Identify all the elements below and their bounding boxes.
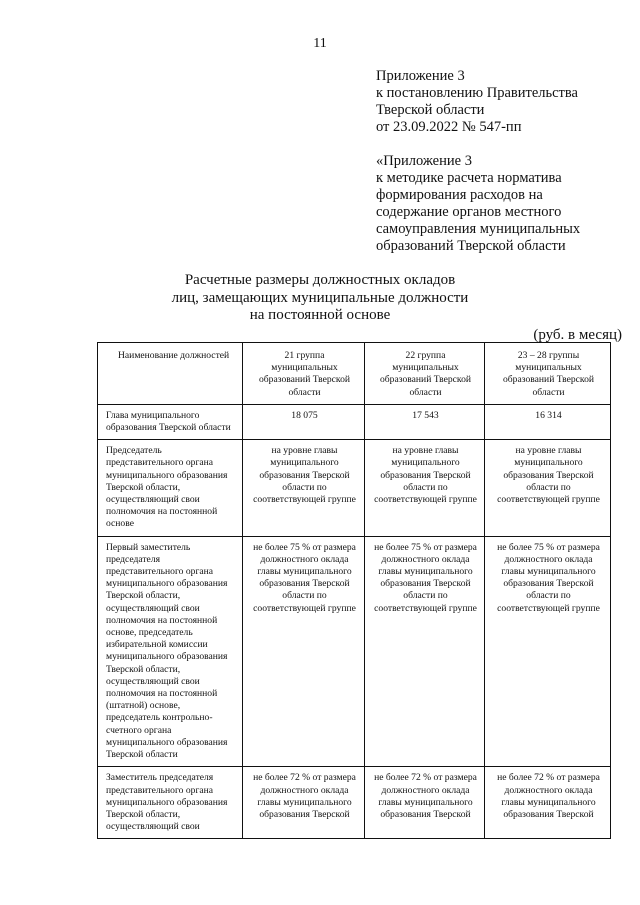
salary-table [97, 342, 611, 839]
appendix-line: к методике расчета норматива [376, 170, 562, 186]
value-cell: не более 75 % от размера должностного оклада главы муниципального образования Тверской области по соответствующей группе [365, 536, 485, 767]
value-cell: 17 543 [365, 404, 485, 439]
table-row [98, 767, 611, 839]
appendix-line: «Приложение 3 [376, 153, 472, 169]
appendix-line: образований Тверской области [376, 238, 566, 254]
value-cell: не более 75 % от размера должностного оклада главы муниципального образования Тверской области по соответствующей группе [243, 536, 365, 767]
value-cell: 16 314 [485, 404, 611, 439]
units-label: (руб. в месяц) [533, 327, 622, 343]
appendix-line: Тверской области [376, 102, 485, 118]
appendix-header [376, 68, 626, 136]
value-cell: не более 72 % от размера должностного оклада главы муниципального образования Тверской [485, 767, 611, 839]
column-header-group-22: 22 группа муниципальных образований Тверской области [365, 343, 485, 405]
value-cell: не более 75 % от размера должностного оклада главы муниципального образования Тверской области по соответствующей группе [485, 536, 611, 767]
table-row [98, 536, 611, 767]
position-cell: Председатель представительного органа муниципального образования Тверской области, осуществляющий свои полномочия на постоянной основе [98, 440, 243, 536]
value-cell: не более 72 % от размера должностного оклада главы муниципального образования Тверской [365, 767, 485, 839]
column-header-position: Наименование должностей [98, 343, 243, 405]
appendix-line: содержание органов местного [376, 204, 562, 220]
value-cell: 18 075 [243, 404, 365, 439]
document-title [90, 272, 550, 325]
appendix-line: от 23.09.2022 № 547-пп [376, 119, 522, 135]
column-header-group-23-28: 23 – 28 группы муниципальных образований Тверской области [485, 343, 611, 405]
position-cell: Первый заместитель председателя представительного органа муниципального образования Тверской области, осуществляющий свои полномочия на постоянной основе, председатель избирательной комиссии муниципального образования Тверской области, осуществляющий свои полномочия на постоянной (штатной) основе, председатель контрольно-счетного органа муниципального образования Тверской области [98, 536, 243, 767]
column-header-group-21: 21 группа муниципальных образований Тверской области [243, 343, 365, 405]
title-line: лиц, замещающих муниципальные должности [171, 289, 469, 306]
value-cell: на уровне главы муниципального образования Тверской области по соответствующей группе [365, 440, 485, 536]
position-cell: Заместитель председателя представительного органа муниципального образования Тверской области, осуществляющий свои [98, 767, 243, 839]
table-row [98, 440, 611, 536]
title-line: на постоянной основе [249, 307, 391, 323]
page-number: 11 [313, 36, 327, 51]
table-row [98, 404, 611, 439]
methodology-appendix-header [376, 153, 626, 255]
appendix-line: самоуправления муниципальных [376, 221, 581, 237]
value-cell: не более 72 % от размера должностного оклада главы муниципального образования Тверской [243, 767, 365, 839]
appendix-line: формирования расходов на [376, 187, 543, 203]
value-cell: на уровне главы муниципального образования Тверской области по соответствующей группе [485, 440, 611, 536]
title-line: Расчетные размеры должностных окладов [184, 272, 456, 288]
table-header-row [98, 343, 611, 405]
appendix-line: к постановлению Правительства [376, 85, 578, 101]
appendix-line: Приложение 3 [376, 68, 465, 84]
value-cell: на уровне главы муниципального образования Тверской области по соответствующей группе [243, 440, 365, 536]
position-cell: Глава муниципального образования Тверской области [98, 404, 243, 439]
